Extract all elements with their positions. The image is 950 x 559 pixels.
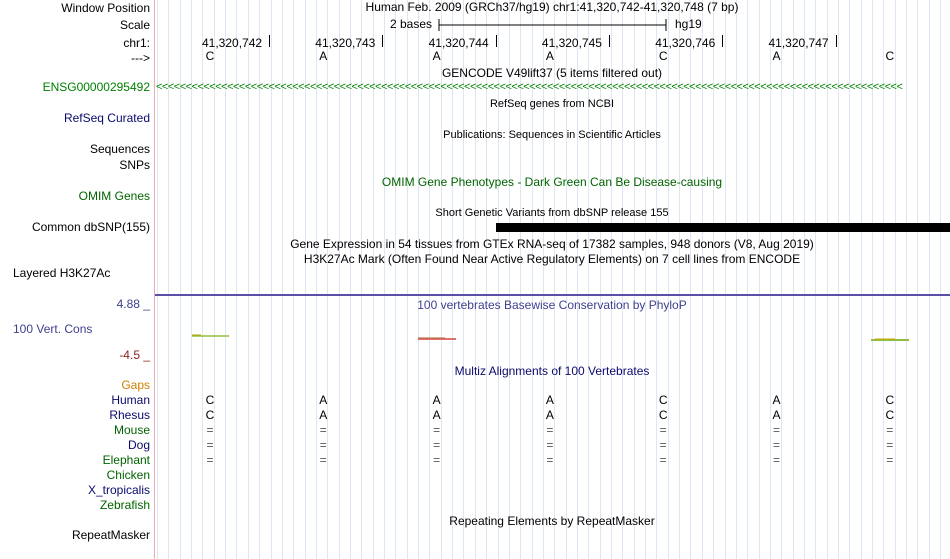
reference-base: A [545, 49, 554, 63]
aligned-base: = [659, 438, 667, 452]
reference-base: C [205, 49, 215, 63]
species-label-human[interactable]: Human [111, 393, 150, 407]
scale-label: Scale [119, 18, 150, 32]
species-label-x-tropicalis[interactable]: X_tropicalis [87, 483, 150, 497]
species-label-dog[interactable]: Dog [127, 438, 150, 452]
aligned-base: C [658, 393, 668, 407]
common-dbsnp-label[interactable]: Common dbSNP(155) [31, 220, 150, 234]
species-label-chicken[interactable]: Chicken [106, 468, 150, 482]
dbsnp-track-title: Short Genetic Variants from dbSNP release 155 [435, 207, 669, 219]
aligned-base: = [206, 423, 214, 437]
track-data-area[interactable] [155, 0, 950, 559]
aligned-base: = [206, 438, 214, 452]
ruler-tick [722, 35, 723, 47]
repeatmasker-track-title: Repeating Elements by RepeatMasker [449, 514, 655, 528]
reference-base: C [658, 49, 668, 63]
aligned-base: C [885, 408, 895, 422]
aligned-base: = [772, 438, 780, 452]
scale-bases-text: 2 bases [390, 17, 433, 31]
ensg-gene-link[interactable]: ENSG00000295492 [42, 80, 150, 94]
aligned-base: = [433, 423, 441, 437]
gtex-track-title: Gene Expression in 54 tissues from GTEx RNA-seq of 17382 samples, 948 donors (V8, Aug 2019) [290, 237, 814, 251]
ruler-position-label: 41,320,742 [202, 36, 263, 50]
aligned-base: = [546, 453, 554, 467]
aligned-base: = [546, 438, 554, 452]
publications-track-title: Publications: Sequences in Scientific Articles [443, 129, 661, 141]
aligned-base: A [319, 393, 328, 407]
species-label-elephant[interactable]: Elephant [102, 453, 150, 467]
ruler-tick [269, 35, 270, 47]
phylop-track-label[interactable]: 100 Vert. Cons [13, 322, 93, 336]
ruler-position-label: 41,320,747 [768, 36, 829, 50]
dbsnp-variant-bar[interactable] [496, 223, 950, 232]
ruler-tick [609, 35, 610, 47]
omim-track-title: OMIM Gene Phenotypes - Dark Green Can Be Disease-causing [381, 175, 723, 189]
aligned-base: A [545, 408, 554, 422]
reference-base: C [885, 49, 895, 63]
ruler-tick [836, 35, 837, 47]
ruler-tick [382, 35, 383, 47]
h3k27ac-baseline [155, 294, 950, 296]
ruler-tick [496, 35, 497, 47]
species-label-mouse[interactable]: Mouse [113, 423, 150, 437]
snps-label[interactable]: SNPs [119, 158, 150, 172]
reference-base: A [432, 49, 441, 63]
window-position-value: Human Feb. 2009 (GRCh37/hg19) chr1:41,320,742-41,320,748 (7 bp) [365, 0, 739, 14]
layered-h3k27ac-label[interactable]: Layered H3K27Ac [13, 266, 111, 280]
aligned-base: C [658, 408, 668, 422]
ruler-position-label: 41,320,743 [315, 36, 376, 50]
aligned-base: A [432, 408, 441, 422]
multiz-track-title: Multiz Alignments of 100 Vertebrates [454, 364, 650, 378]
ruler-position-label: 41,320,745 [541, 36, 602, 50]
sequences-label[interactable]: Sequences [89, 142, 150, 156]
track-label-column [0, 0, 155, 559]
aligned-base: A [432, 393, 441, 407]
species-label-zebrafish[interactable]: Zebrafish [99, 498, 150, 512]
scale-assembly-text: hg19 [675, 17, 702, 31]
species-label-rhesus[interactable]: Rhesus [109, 408, 150, 422]
aligned-base: = [886, 438, 894, 452]
reference-base: A [319, 49, 328, 63]
h3k27ac-track-title: H3K27Ac Mark (Often Found Near Active Regulatory Elements) on 7 cell lines from ENCODE [303, 252, 801, 266]
aligned-base: = [319, 453, 327, 467]
ruler-position-label: 41,320,744 [428, 36, 489, 50]
phylop-min-value: -4.5 _ [119, 348, 150, 362]
aligned-base: = [659, 453, 667, 467]
aligned-base: = [319, 423, 327, 437]
repeatmasker-label[interactable]: RepeatMasker [71, 528, 150, 542]
phylop-track-title: 100 vertebrates Basewise Conservation by PhyloP [417, 298, 687, 312]
gaps-label: Gaps [121, 378, 150, 392]
aligned-base: A [319, 408, 328, 422]
refseq-curated-label[interactable]: RefSeq Curated [63, 111, 150, 125]
aligned-base: C [205, 393, 215, 407]
aligned-base: = [319, 438, 327, 452]
refseq-track-title: RefSeq genes from NCBI [489, 98, 615, 110]
window-position-label: Window Position [61, 1, 150, 15]
aligned-base: A [545, 393, 554, 407]
aligned-base: = [433, 453, 441, 467]
aligned-base: C [205, 408, 215, 422]
gencode-gene-feature[interactable]: <<<<<<<<<<<<<<<<<<<<<<<<<<<<<<<<<<<<<<<<<<<<<<<<<<<<<<<<<<<<<<<<<<<<<<<<<<<<<<<<<<<<<<<<<<<<<<<<<<<<<<<<<<<<<<<<<<<<<<<<<<<<<< [156, 81, 903, 93]
strand-label: ---> [131, 51, 150, 65]
aligned-base: = [886, 423, 894, 437]
phylop-signal [155, 330, 950, 344]
aligned-base: = [659, 423, 667, 437]
aligned-base: = [206, 453, 214, 467]
aligned-base: C [885, 393, 895, 407]
chr-label: chr1: [123, 36, 150, 50]
ruler-position-label: 41,320,746 [655, 36, 716, 50]
aligned-base: A [772, 408, 781, 422]
aligned-base: = [546, 423, 554, 437]
aligned-base: = [886, 453, 894, 467]
aligned-base: = [433, 438, 441, 452]
aligned-base: A [772, 393, 781, 407]
reference-base: A [772, 49, 781, 63]
scale-bar [438, 18, 668, 32]
gencode-track-title: GENCODE V49lift37 (5 items filtered out) [441, 66, 663, 80]
aligned-base: = [772, 423, 780, 437]
omim-genes-label[interactable]: OMIM Genes [78, 189, 150, 203]
aligned-base: = [772, 453, 780, 467]
phylop-max-value: 4.88 _ [116, 297, 150, 311]
